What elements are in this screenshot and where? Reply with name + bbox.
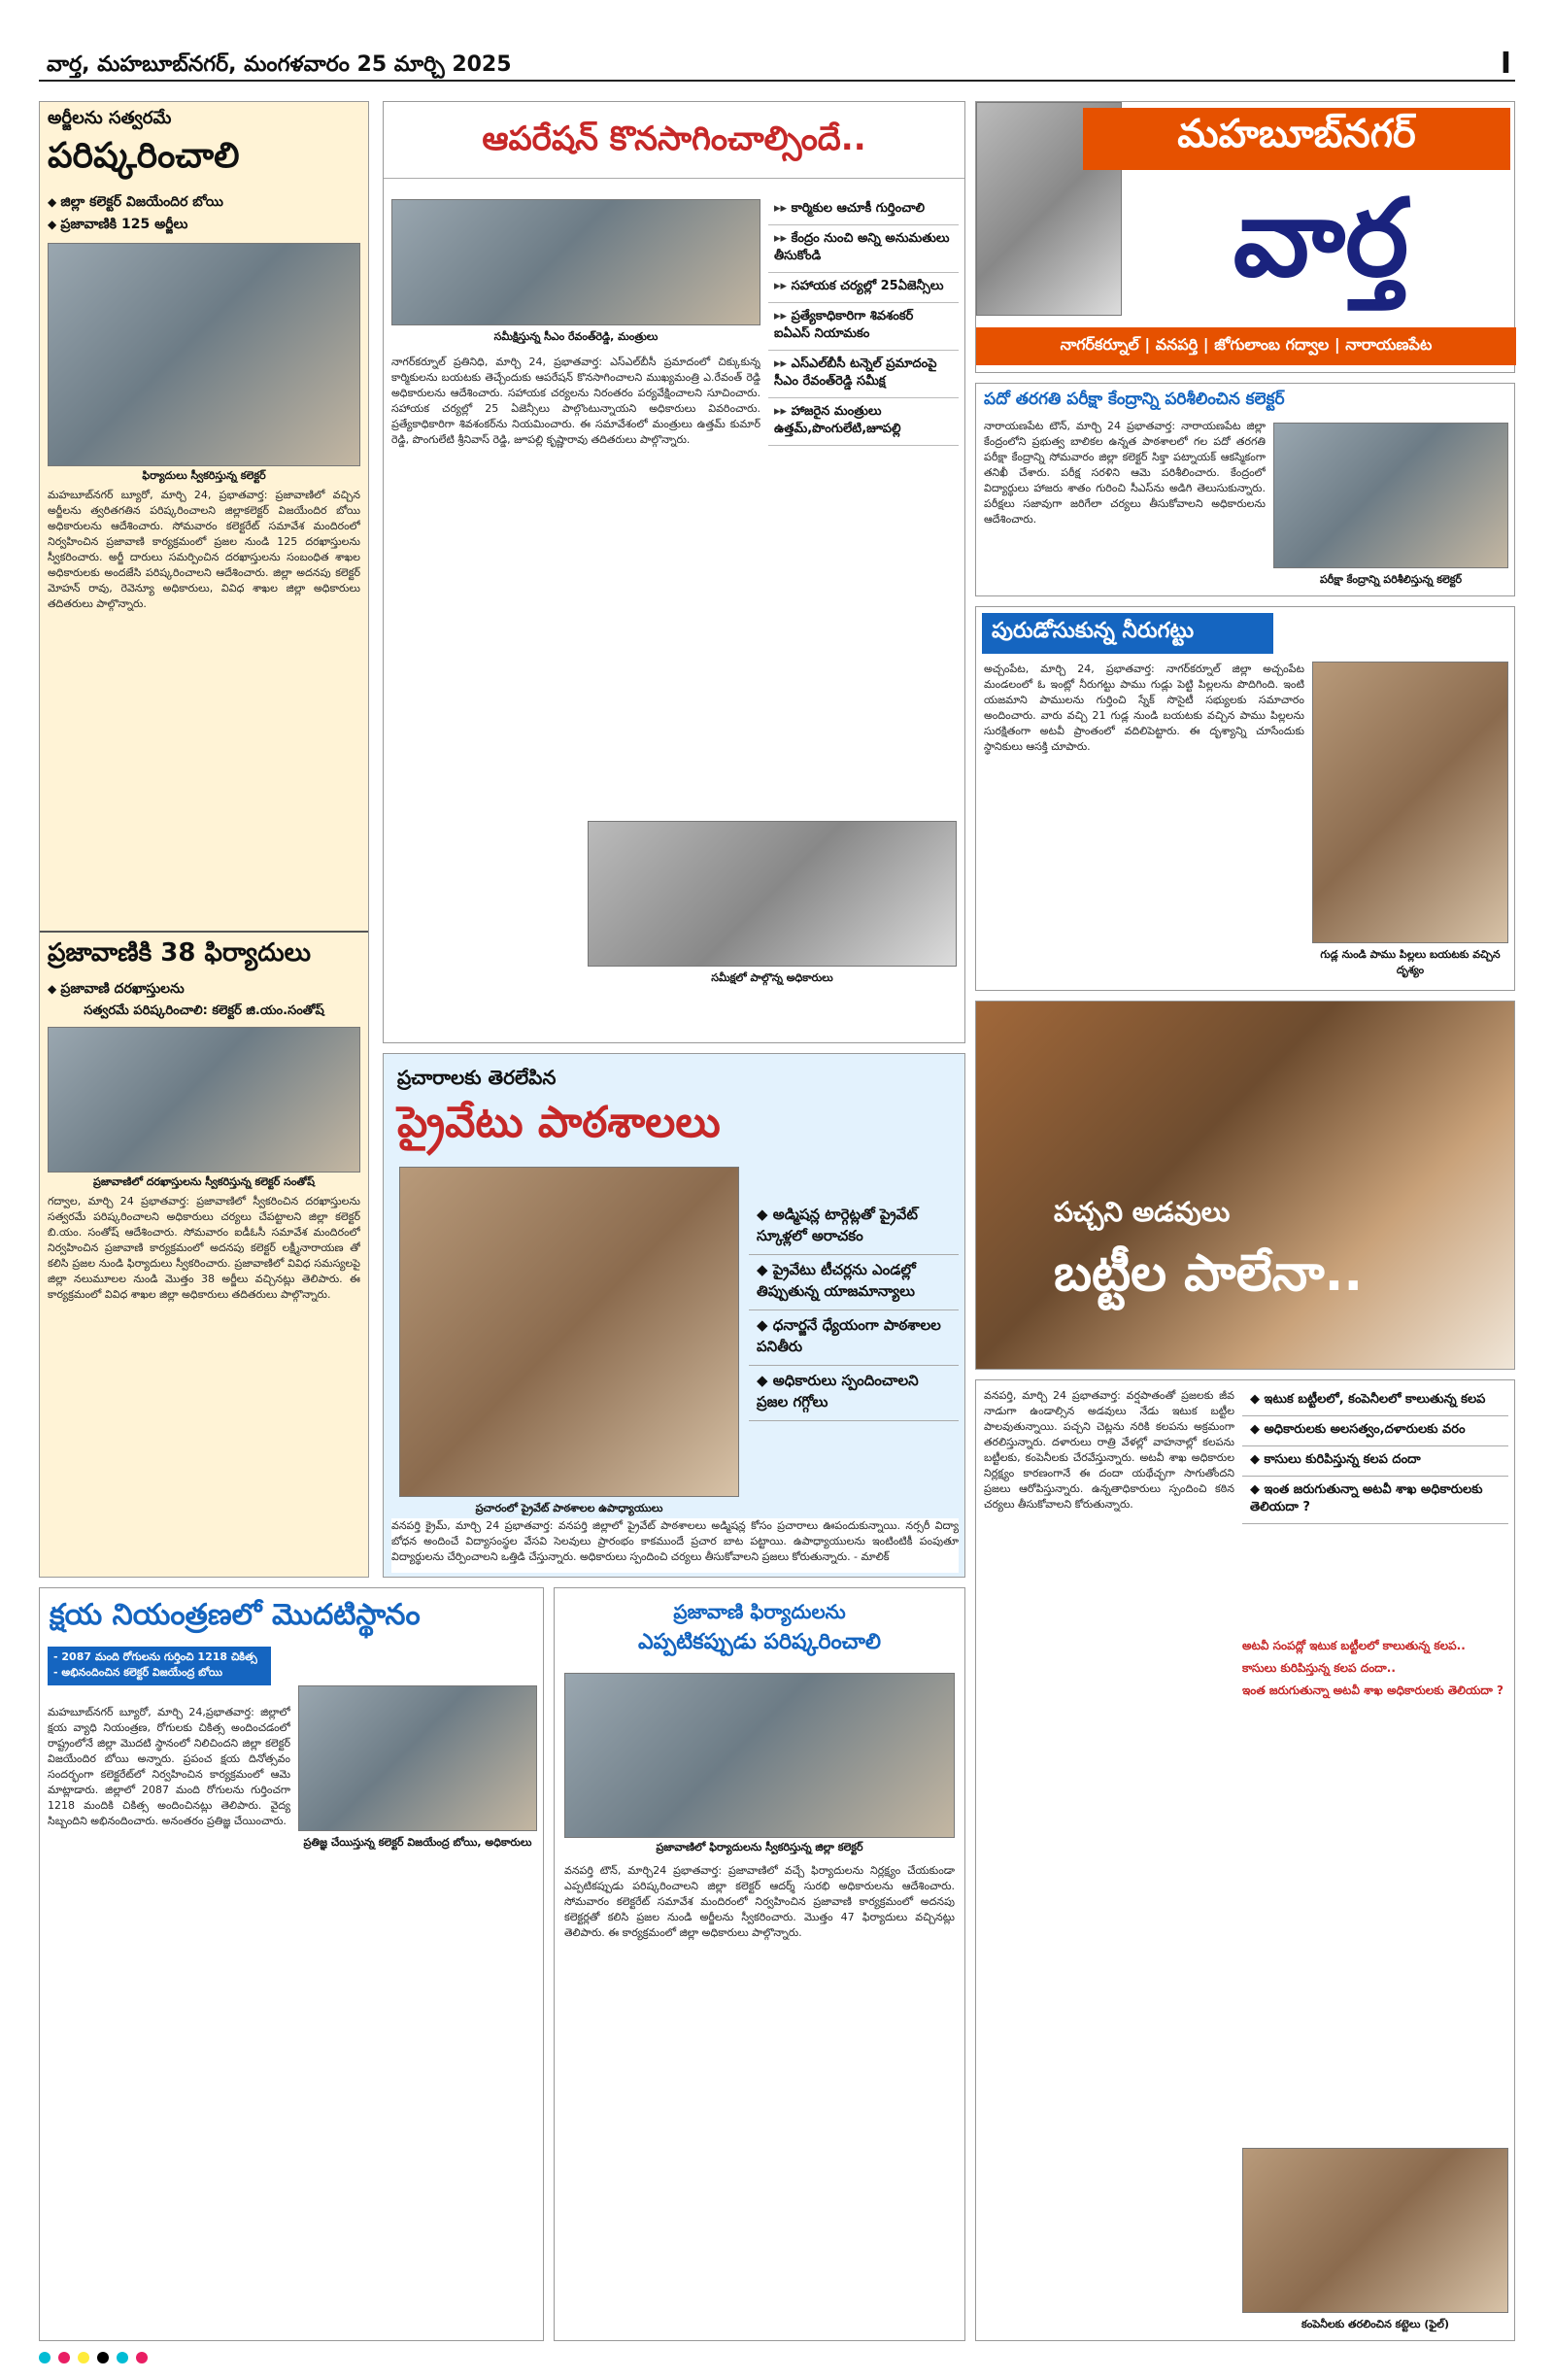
photo-caption: సమీక్షలో పాల్గొన్న అధికారులు xyxy=(711,971,833,984)
story-kicker: పచ్చని అడవులు xyxy=(1054,1196,1231,1228)
photo-caption: ఫిర్యాదులు స్వీకరిస్తున్న కలెక్టర్ xyxy=(142,469,266,482)
story-body: మహబూబ్‌నగర్ బ్యూరో, మార్చి 24,ప్రభాతవార్త: జిల్లాలో క్షయ వ్యాధి నియంత్రణ, రోగులకు చికిత్స అందించడంలో రాష్ట్రంలోనే జిల్లా మొదటి స్థానంలో నిలిచిందని జిల్లా కలెక్టర్ విజయేందిర బోయి అన్నారు. ప్రపంచ క్షయ దినోత్సవం సందర్భంగా కలెక్టరేట్‌లో నిర్వహించిన కార్యక్రమంలో ఆమె మాట్లాడారు. జిల్లాలో 2087 మంది రోగులను గుర్తించగా 1218 మందికి చికిత్స అందించినట్లు తెలిపారు. వైద్య సిబ్బందిని అభినందించారు. అనంతరం ప్రతిజ్ఞ చేయించారు. xyxy=(48,1706,290,1827)
sidebar-item: ▸▸ కేంద్రం నుంచి అన్ని అనుమతులు తీసుకోండి xyxy=(768,225,959,273)
registration-dot xyxy=(136,2352,148,2363)
forest-subheads xyxy=(1242,1633,1508,1706)
logs-photo xyxy=(1242,2148,1508,2313)
tb-story xyxy=(39,1587,544,2341)
story-headline: ఎప్పటికప్పుడు పరిష్కరించాలి xyxy=(637,1630,882,1654)
bullet-item: ◆ ఇటుక బట్టీలలో, కంపెనీలలో కాలుతున్న కలప xyxy=(1242,1386,1508,1416)
officials-photo xyxy=(588,821,957,967)
story-headline: పురుడోసుకున్న నీరుగట్టు xyxy=(982,613,1273,654)
story-subhead: కాసులు కురిపిస్తున్న కలప దందా.. xyxy=(1242,1661,1396,1675)
story-body: వనపర్తి, మార్చి 24 ప్రభాతవార్త: వర్షపాతంతో ప్రజలకు జీవ నాడుగా ఉండాల్సిన అడవులు నేడు ఇటుక బట్టీల పాలవుతున్నాయి. పచ్చని చెట్లను నరికి కలపను అక్రమంగా తరలిస్తున్నారు. దళారులు రాత్రి వేళల్లో వాహనాల్లో కలపను బట్టీలకు, కంపెనీలకు చేరవేస్తున్నారు. అటవీ శాఖ అధికారుల నిర్లక్ష్యం కారణంగానే ఈ దందా యథేచ్ఛగా సాగుతోందని ప్రజలు ఆరోపిస్తున్నారు. ఉన్నతాధికారులు స్పందించి కఠిన చర్యలు తీసుకోవాలని కోరుతున్నారు. xyxy=(984,1389,1234,1511)
collector-photo xyxy=(48,243,360,466)
story-headline: ప్రజావాణికి 38 ఫిర్యాదులు xyxy=(48,938,311,968)
story-subhead: ఇంత జరుగుతున్నా అటవీ శాఖ అధికారులకు తెలియదా ? xyxy=(1242,1683,1504,1697)
photo-caption: సమీక్షిస్తున్న సీఎం రేవంత్‌రెడ్డి, మంత్రులు xyxy=(493,330,659,343)
story-headline: ఆపరేషన్ కొనసాగించాల్సిందే.. xyxy=(384,102,964,179)
masthead-sub-districts: నాగర్‌కర్నూల్ | వనపర్తి | జోగులాంబ గద్వాల | నారాయణపేట xyxy=(976,327,1516,365)
print-registration-bar xyxy=(39,2349,1515,2363)
story-subhead: సత్వరమే పరిష్కరించాలి: కలెక్టర్ జి.యం.సంతోష్ xyxy=(84,1003,324,1018)
sidebar-item: ▸▸ ప్రత్యేకాధికారిగా శివశంకర్ ఐఏఎస్ నియామకం xyxy=(768,303,959,351)
story-body: మహబూబ్‌నగర్ బ్యూరో, మార్చి 24, ప్రభాతవార్త: ప్రజావాణిలో వచ్చిన అర్జీలను త్వరితగతిన పరిష్కరించాలని జిల్లాకలెక్టర్ విజయేందిర బోయి అధికారులను ఆదేశించారు. సోమవారం కలెక్టరేట్ సమావేశ మందిరంలో నిర్వహించిన ప్రజావాణి కార్యక్రమంలో ప్రజల నుండి 125 దరఖాస్తులను స్వీకరించారు. అర్జీ దారులు సమర్పించిన దరఖాస్తులను సంబంధిత శాఖల అధికారులకు అందజేసి పరిష్కరించాలని ఆదేశించారు. జిల్లా అదనపు కలెక్టర్ మోహన్ రావు, రెవెన్యూ అధికారులు, వివిధ శాఖల జిల్లా అధికారులు తదితరులు పాల్గొన్నారు. xyxy=(48,489,360,610)
bullet-item: ◆ ధనార్జనే ధ్యేయంగా పాఠశాలల పనితీరు xyxy=(749,1310,959,1366)
exam-photo xyxy=(1273,423,1508,568)
left-column xyxy=(39,101,369,1578)
sidebar-item: ▸▸ కార్మికుల ఆచూకీ గుర్తించాలి xyxy=(768,195,959,225)
page-header xyxy=(39,47,1515,82)
story-body: వనపర్తి టౌన్, మార్చి24 ప్రభాతవార్త: ప్రజావాణిలో వచ్చే ఫిర్యాదులను నిర్లక్ష్యం చేయకుండా ఎప్పటికప్పుడు పరిష్కరించాలని జిల్లా కలెక్టర్ ఆదర్శ్ సురభి అధికారులను ఆదేశించారు. సోమవారం కలెక్టరేట్ సమావేశ మందిరంలో నిర్వహించిన ప్రజావాణి కార్యక్రమంలో అదనపు కలెక్టర్లతో కలిసి ప్రజల నుండి అర్జీలను స్వీకరించారు. మొత్తం 47 ఫిర్యాదులు వచ్చినట్లు తెలిపారు. ఈ కార్యక్రమంలో జిల్లా అధికారులు పాల్గొన్నారు. xyxy=(564,1864,955,1939)
story-body: నాగర్‌కర్నూల్ ప్రతినిధి, మార్చి 24, ప్రభాతవార్త: ఎస్‌ఎల్‌బీసీ ప్రమాదంలో చిక్కుకున్న కార్మికులను బయటకు తెచ్చేందుకు ఆపరేషన్ కొనసాగించాలని ముఖ్యమంత్రి ఎ.రేవంత్ రెడ్డి అధికారులను ఆదేశించారు. సహాయక చర్యలను నిరంతరం పర్యవేక్షించాలని సూచించారు. సహాయక చర్యల్లో 25 ఏజెన్సీలు పాల్గొంటున్నాయని అధికారులు వివరించారు. ప్రత్యేకాధికారిగా శివశంకర్‌ను నియమించారు. ఈ సమావేశంలో మంత్రులు ఉత్తమ్ కుమార్ రెడ్డి, పొంగులేటి శ్రీనివాస్ రెడ్డి, జూపల్లి కృష్ణారావు తదితరులు పాల్గొన్నారు. xyxy=(391,356,760,446)
left-story xyxy=(40,102,368,931)
photo-caption: గుడ్ల నుండి పాము పిల్లలు బయటకు వచ్చిన దృశ్యం xyxy=(1320,948,1501,976)
sidebar-item: ▸▸ ఎస్‌ఎల్‌బీసీ టన్నెల్ ప్రమాదంపై సీఎం రేవంత్‌రెడ్డి సమీక్ష xyxy=(768,351,959,398)
photo-caption: ప్రజావాణిలో ఫిర్యాదులను స్వీకరిస్తున్న జిల్లా కలెక్టర్ xyxy=(656,1841,863,1853)
story-kicker: అర్జీలను సత్వరమే xyxy=(48,108,172,128)
grievance-photo xyxy=(564,1673,955,1838)
story-bullet: ◆ ప్రజావాణికి 125 అర్జీలు xyxy=(48,217,360,235)
story-headline: పదో తరగతి పరీక్షా కేంద్రాన్ని పరిశీలించిన కలెక్టర్ xyxy=(984,390,1285,409)
photo-caption: కంపెనీలకు తరలించిన కట్టెలు (ఫైల్) xyxy=(1301,2318,1449,2330)
story-headline: పరిష్కరించాలి xyxy=(48,136,240,176)
registration-dot xyxy=(97,2352,109,2363)
forest-bullets xyxy=(1242,1386,1508,1524)
grievance-photo xyxy=(48,1027,360,1173)
masthead xyxy=(975,101,1515,373)
story-body: గద్వాల, మార్చి 24 ప్రభాతవార్త: ప్రజావాణిలో స్వీకరించిన దరఖాస్తులను సత్వరమే పరిష్కరించాలని అధికారులు చర్యలు చేపట్టాలని జిల్లా కలెక్టర్ బి.యం. సంతోష్ ఆదేశించారు. సోమవారం ఐడీఓసీ సమావేశ మందిరంలో నిర్వహించిన ప్రజావాణి కార్యక్రమంలో అదనపు కలెక్టర్ లక్ష్మీనారాయణ తో కలిసి ప్రజల నుండి ఫిర్యాదులు స్వీకరించారు. ప్రజావాణిలో వివిధ సమస్యలపై జిల్లా నలుమూలల నుండి మొత్తం 38 అర్జీలు వచ్చినట్లు తెలిపారు. ఈ కార్యక్రమంలో వివిధ శాఖల జిల్లా అధికారులు తదితరులు పాల్గొన్నారు. xyxy=(48,1195,360,1301)
forest-hero xyxy=(975,1001,1515,1370)
bullet-item: ◆ అధికారులు స్పందించాలని ప్రజల గగ్గోలు xyxy=(749,1366,959,1421)
registration-dot xyxy=(39,2352,51,2363)
registration-dot xyxy=(78,2352,89,2363)
story-bullet: ◆ జిల్లా కలెక్టర్ విజయేందిర బోయి xyxy=(48,194,360,213)
sidebar-item: ▸▸ సహాయక చర్యల్లో 25ఏజెన్సీలు xyxy=(768,273,959,303)
story-bullet: ◆ ప్రజావాణి దరఖాస్తులను xyxy=(48,981,360,1000)
school-bullets xyxy=(749,1200,959,1421)
school-story xyxy=(383,1053,965,1578)
story-kicker: ప్రజావాణి ఫిర్యాదులను xyxy=(673,1600,846,1623)
story-kicker: ప్రచారాలకు తెరలేపిన xyxy=(397,1066,557,1089)
masthead-district: మహబూబ్‌నగర్ xyxy=(1083,108,1510,170)
page-mark: I xyxy=(1500,47,1511,81)
story-subhead: అటవీ సంపద్లో ఇటుక బట్టీలలో కాలుతున్న కలప.. xyxy=(1242,1639,1466,1652)
dateline: వార్త, మహబూబ్‌నగర్, మంగళవారం 25 మార్చి 2025 xyxy=(47,52,512,77)
strap-line: - అభినందించిన కలెక్టర్ విజయేంద్ర బోయి xyxy=(53,1666,223,1679)
meeting-photo xyxy=(391,199,760,325)
left-story-2 xyxy=(40,931,368,1491)
story-body: వనపర్తి క్రైమ్, మార్చి 24 ప్రభాతవార్త: వనపర్తి జిల్లాలో ప్రైవేట్ పాఠశాలలు అడ్మిషన్ల కోసం ప్రచారాలు ఊపందుకున్నాయి. నర్సరీ విద్యా బోధన అందించే విద్యాసంస్థల వేసవి సెలవులు ప్రారంభం కాకముందే ప్రచార బాట పట్టాయి. ఉపాధ్యాయులను ఇంటింటికీ పంపుతూ విద్యార్థులను చేర్పించాలని ఒత్తిడి చేస్తున్నారు. అధికారులు స్పందించి చర్యలు తీసుకోవాలని ప్రజలు కోరుతున్నారు. - మాలిక్ xyxy=(391,1518,959,1573)
bullet-item: ◆ కాసులు కురిపిస్తున్న కలప దందా xyxy=(1242,1446,1508,1477)
photo-caption: ప్రతిజ్ఞ చేయిస్తున్న కలెక్టర్ విజయేంద్ర బోయి, అధికారులు xyxy=(303,1836,532,1849)
story-headline: క్షయ నియంత్రణలో మొదటిస్థానం xyxy=(50,1598,421,1632)
registration-dot xyxy=(117,2352,128,2363)
snake-photo xyxy=(1312,662,1508,943)
tb-strap xyxy=(48,1647,271,1685)
tb-photo xyxy=(298,1685,537,1831)
school-photo xyxy=(399,1167,739,1497)
center-sidebar xyxy=(768,195,959,446)
story-body: అచ్చంపేట, మార్చి 24, ప్రభాతవార్త: నాగర్‌కర్నూల్ జిల్లా అచ్చంపేట మండలంలో ఓ ఇంట్లో నీరుగట్టు పాము గుడ్లు పెట్టి పిల్లలను పొదిగింది. ఇంటి యజమాని పాములను గుర్తించి స్నేక్ సొసైటీ సభ్యులకు సమాచారం అందించారు. వారు వచ్చి 21 గుడ్ల నుండి బయటకు వచ్చిన పాము పిల్లలను సురక్షితంగా అటవీ ప్రాంతంలో వదిలిపెట్టారు. ఈ దృశ్యాన్ని చూసేందుకు స్థానికులు ఆసక్తి చూపారు. xyxy=(984,663,1304,753)
bullet-item: ◆ అడ్మిషన్ల టార్గెట్లతో ప్రైవేట్ స్కూళ్లలో అరాచకం xyxy=(749,1200,959,1255)
grievance-story xyxy=(554,1587,965,2341)
registration-dot xyxy=(58,2352,70,2363)
photo-caption: ప్రచారంలో ప్రైవేట్ పాఠశాలల ఉపాధ్యాయులు xyxy=(475,1502,663,1514)
exam-story xyxy=(975,383,1515,596)
masthead-brand: వార్త xyxy=(1233,176,1409,300)
bullet-item: ◆ ఇంత జరుగుతున్నా అటవీ శాఖ అధికారులకు తెలియదా ? xyxy=(1242,1477,1508,1524)
forest-story xyxy=(975,1379,1515,2341)
snake-story xyxy=(975,606,1515,991)
sidebar-item: ▸▸ హాజరైన మంత్రులు ఉత్తమ్,పొంగులేటి,జూపల్లి xyxy=(768,398,959,446)
strap-line: - 2087 మంది రోగులను గుర్తించి 1218 చికిత్స xyxy=(53,1650,257,1663)
story-headline: ప్రైవేటు పాఠశాలలు xyxy=(397,1098,721,1147)
story-body: నారాయణపేట టౌన్, మార్చి 24 ప్రభాతవార్త: నారాయణపేట జిల్లా కేంద్రంలోని ప్రభుత్వ బాలికల ఉన్నత పాఠశాలలో గల పదో తరగతి పరీక్షా కేంద్రాన్ని సోమవారం జిల్లా కలెక్టర్ సిక్తా పట్నాయక్ ఆకస్మికంగా తనిఖీ చేశారు. పరీక్ష సరళిని ఆమె పరిశీలించారు. కేంద్రంలో విద్యార్థులు హాజరు శాతం గురించి సీఎస్‌ను అడిగి తెలుసుకున్నారు. పరీక్షలు సజావుగా జరిగేలా చర్యలు తీసుకోవాలని అధికారులను ఆదేశించారు. xyxy=(984,420,1266,526)
story-headline: బట్టీల పాలేనా.. xyxy=(1054,1244,1364,1303)
photo-caption: పరీక్షా కేంద్రాన్ని పరిశీలిస్తున్న కలెక్టర్ xyxy=(1319,573,1463,586)
bullet-item: ◆ ప్రైవేటు టీచర్లను ఎండల్లో తిప్పుతున్న యాజమాన్యాలు xyxy=(749,1255,959,1310)
bullet-item: ◆ అధికారులకు అలసత్వం,దళారులకు వరం xyxy=(1242,1416,1508,1446)
center-story xyxy=(383,101,965,1043)
photo-caption: ప్రజావాణిలో దరఖాస్తులను స్వీకరిస్తున్న కలెక్టర్ సంతోష్ xyxy=(93,1175,315,1188)
